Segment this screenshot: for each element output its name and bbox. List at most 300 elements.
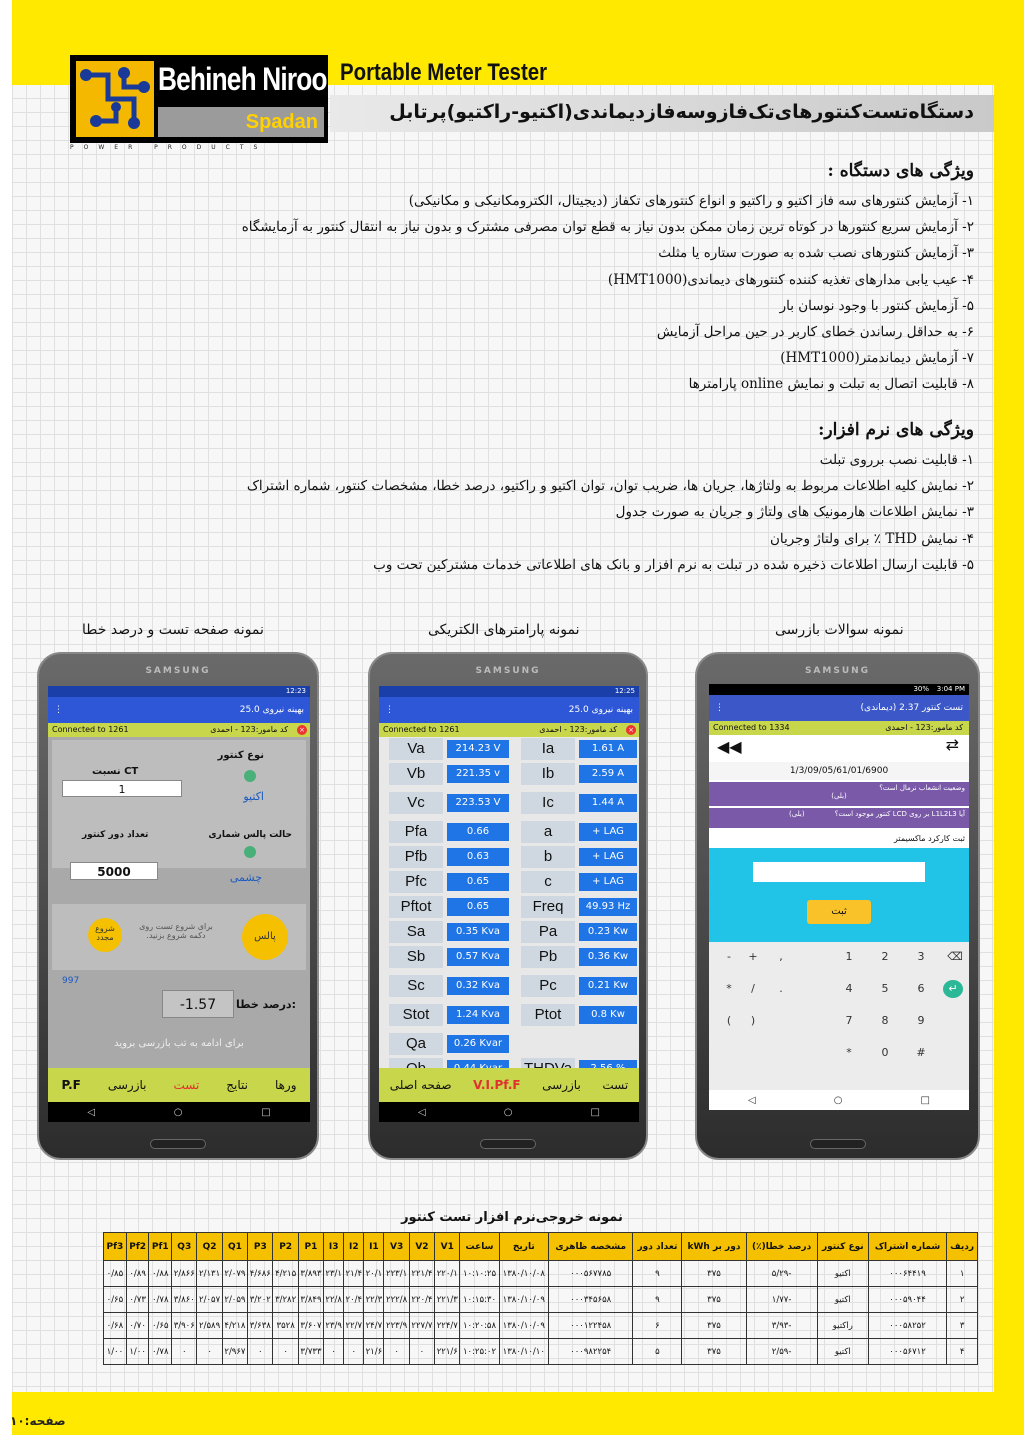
question-2-answer: (بلی) xyxy=(789,810,805,818)
table-cell: ۴/۶۸۶ xyxy=(248,1261,273,1287)
revolutions-input[interactable]: 5000 xyxy=(70,862,158,880)
tab-results[interactable]: نتایج xyxy=(226,1078,248,1092)
table-cell: ۰/۷۳ xyxy=(126,1287,149,1313)
parameter-value: 2.59 A xyxy=(579,765,637,783)
title-english: Portable Meter Tester xyxy=(340,59,548,86)
key-8[interactable]: 8 xyxy=(881,1014,889,1027)
operator-label: کد مامور:123 - احمدی xyxy=(539,725,617,734)
app-bar xyxy=(709,695,969,721)
device-feature-item: ۵- آزمایش کنتور با وجود نوسان بار xyxy=(779,297,974,314)
home-button[interactable] xyxy=(150,1139,206,1149)
value-input[interactable] xyxy=(753,862,925,882)
menu-icon[interactable]: ⋮ xyxy=(54,705,63,715)
home-icon[interactable]: ○ xyxy=(173,1106,183,1118)
caption-test-screen: نمونه صفحه تست و درصد خطا xyxy=(82,622,264,638)
device-feature-item: ۱- آزمایش کنتورهای سه فاز اکتیو و راکتیو و انواع کنتورهای تکفاز (دیجیتال، الکترومکانیکی و مکانیکی) xyxy=(408,193,974,209)
parameter-value: 1.24 Kva xyxy=(447,1006,509,1024)
output-table-body xyxy=(104,1261,978,1365)
table-cell: ۳/۸۶۰ xyxy=(172,1287,197,1313)
column-header: I3 xyxy=(324,1233,344,1261)
ct-input[interactable]: 1 xyxy=(62,780,182,797)
table-cell: ۱ xyxy=(947,1261,978,1287)
nav-bar xyxy=(379,1102,639,1122)
nav-bar xyxy=(709,1090,969,1110)
tab-vipf[interactable]: V.I.Pf.F xyxy=(473,1078,521,1092)
table-cell: ۱۰:۲۵:۰۲ xyxy=(460,1339,499,1365)
device-features-heading: ویژگی های دستگاه : xyxy=(827,161,974,181)
question-1-answer: (بلی) xyxy=(831,792,847,800)
back-icon[interactable]: ◁ xyxy=(748,1094,756,1106)
column-header: Q3 xyxy=(172,1233,197,1261)
table-cell: اکتیو xyxy=(817,1261,868,1287)
key-minus[interactable]: - xyxy=(727,950,731,963)
table-cell: ۲۳/۱ xyxy=(324,1261,344,1287)
table-cell: ۵ xyxy=(633,1339,682,1365)
refresh-icon[interactable]: ⇄ xyxy=(945,735,959,754)
table-cell: ۲۲/۳ xyxy=(364,1287,384,1313)
caption-electrical-params: نمونه پارامترهای الکتریکی xyxy=(428,622,580,638)
parameter-label: Pa xyxy=(521,921,575,943)
circuit-icon xyxy=(76,61,154,137)
rewind-icon[interactable]: ◀◀ xyxy=(717,737,742,756)
table-cell: ۱۳۸۰/۱۰/۰۸ xyxy=(499,1261,549,1287)
table-cell: ۱۰:۱۰:۲۵ xyxy=(460,1261,499,1287)
software-feature-item: ۲- نمایش کلیه اطلاعات مربوط به ولتاژها، جریان ها، ضریب توان، توان اکتیو و راکتیو، درصد خطا، مشخصات کنتور، شماره اشتراک xyxy=(246,478,974,495)
caption-inspection: نمونه سوالات بازرسی xyxy=(775,622,904,638)
table-cell: ۲۰/۱ xyxy=(364,1261,384,1287)
tab-home[interactable]: صفحه اصلی xyxy=(389,1078,452,1092)
table-cell: ۹ xyxy=(633,1287,682,1313)
table-cell: ۲۰/۴ xyxy=(344,1287,364,1313)
question-1-text: وضعیت انشعاب نرمال است؟ xyxy=(879,784,965,792)
column-header: Q2 xyxy=(197,1233,222,1261)
table-cell: ۳/۸۹۳ xyxy=(298,1261,323,1287)
parameter-value: 0.36 Kw xyxy=(579,948,637,966)
tab-test[interactable]: تست xyxy=(173,1078,200,1092)
table-cell: ۳/۲۸۲ xyxy=(273,1287,298,1313)
table-cell: ۲۲۳/۱ xyxy=(384,1261,409,1287)
key-open-paren[interactable]: ( xyxy=(726,1014,732,1027)
meter-type-value: اکتیو xyxy=(243,790,264,803)
parameter-value: 0.65 xyxy=(447,873,509,891)
parameter-value: 0.66 xyxy=(447,823,509,841)
parameter-value: 0.63 xyxy=(447,848,509,866)
pulse-count: 997 xyxy=(62,976,80,986)
parameter-label: Pb xyxy=(521,946,575,968)
column-header: ردیف xyxy=(947,1233,978,1261)
parameter-row xyxy=(389,946,631,970)
bottom-yellow-band xyxy=(12,1392,994,1435)
parameter-value: 0.8 Kw xyxy=(579,1006,637,1024)
software-feature-item: ۴- نمایش THD ٪ برای ولتاژ وجریان xyxy=(769,530,974,547)
key-comma[interactable]: , xyxy=(779,950,783,963)
tablet-test-screen xyxy=(37,652,319,1160)
table-cell: ۰/۸۵ xyxy=(104,1261,127,1287)
column-header: درصد خطا(٪) xyxy=(746,1233,817,1261)
table-row xyxy=(104,1313,978,1339)
key-dot[interactable]: . xyxy=(779,982,783,995)
table-cell: ۰ xyxy=(324,1339,344,1365)
home-icon[interactable]: ○ xyxy=(833,1094,843,1106)
column-header: Pf3 xyxy=(104,1233,127,1261)
table-cell: ۳۵۲۸ xyxy=(273,1313,298,1339)
brand-tagline: POWER PRODUCTS xyxy=(70,144,268,151)
tablet-inspection-questions xyxy=(695,652,980,1160)
parameter-value: 0.23 Kw xyxy=(579,923,637,941)
table-cell: ۰ xyxy=(384,1339,409,1365)
restart-button[interactable]: شروع مجدد xyxy=(88,918,122,952)
status-time: 12:25 xyxy=(614,687,635,695)
nav-bar xyxy=(48,1102,310,1122)
table-cell: ۰/۷۸ xyxy=(149,1339,172,1365)
table-cell: ۲/۰۵۷ xyxy=(197,1287,222,1313)
column-header: نوع کنتور xyxy=(817,1233,868,1261)
table-cell: ۰۰۰۳۴۵۶۵۸ xyxy=(549,1287,633,1313)
table-cell: -۳/۹۳ xyxy=(746,1313,817,1339)
column-header: ساعت xyxy=(460,1233,499,1261)
table-cell: ۲۲/۷ xyxy=(344,1313,364,1339)
ct-label: نسبت CT xyxy=(92,766,139,777)
table-cell: ۲۱/۶ xyxy=(364,1339,384,1365)
parameter-value: + LAG xyxy=(579,873,637,891)
start-hint: برای شروع تست روی دکمه شروع بزنید. xyxy=(139,922,213,940)
output-table xyxy=(103,1232,978,1365)
table-cell: ۲/۸۶۶ xyxy=(172,1261,197,1287)
table-cell: ۰/۷۸ xyxy=(149,1287,172,1313)
parameter-row xyxy=(389,738,631,762)
parameter-value: 1.61 A xyxy=(579,740,637,758)
recents-icon[interactable]: □ xyxy=(920,1094,930,1106)
connection-bar xyxy=(379,723,639,737)
key-6[interactable]: 6 xyxy=(917,982,925,995)
pulse-mode-radio[interactable] xyxy=(244,846,256,858)
table-cell: -۵/۲۹ xyxy=(746,1261,817,1287)
column-header: V1 xyxy=(435,1233,460,1261)
app-title: تست کنتور 2.37 (دیماندی) xyxy=(860,703,963,713)
parameter-label: c xyxy=(521,871,575,893)
menu-icon[interactable]: ⋮ xyxy=(385,705,394,715)
parameter-label: Sb xyxy=(389,946,443,968)
connection-status: Connected to 1334 xyxy=(713,723,790,732)
output-table-header xyxy=(104,1233,978,1261)
key-9[interactable]: 9 xyxy=(917,1014,925,1027)
parameter-row xyxy=(389,821,631,845)
close-icon[interactable]: × xyxy=(297,725,307,735)
parameter-label: Pc xyxy=(521,975,575,997)
connection-status: Connected to 1261 xyxy=(52,725,129,734)
pulse-button[interactable]: پالس xyxy=(242,914,288,960)
table-cell: ۱/۰۰ xyxy=(104,1339,127,1365)
tab-bar xyxy=(379,1068,639,1102)
home-button[interactable] xyxy=(810,1139,866,1149)
device-feature-item: ۷- آزمایش دیماندمتر(HMT1000) xyxy=(780,350,974,367)
table-cell: ۰ xyxy=(409,1339,434,1365)
table-cell: ۲ xyxy=(947,1287,978,1313)
tablet-screen xyxy=(709,684,969,1110)
table-row xyxy=(104,1287,978,1313)
column-header: P2 xyxy=(273,1233,298,1261)
menu-icon[interactable]: ⋮ xyxy=(715,703,724,713)
close-icon[interactable]: × xyxy=(626,725,636,735)
parameter-row xyxy=(389,1033,631,1057)
table-cell: ۲۳/۹ xyxy=(324,1313,344,1339)
parameter-label: Vc xyxy=(389,792,443,814)
table-cell: ۰/۶۸ xyxy=(104,1313,127,1339)
device-feature-item: ۲- آزمایش سریع کنتورها در کوتاه ترین زمان ممکن بدون نیاز به قطع توان مصرفی مشترک و بدون نیاز به انتقال کنتور به آزمایشگاه xyxy=(241,219,974,236)
parameter-row xyxy=(389,792,631,816)
parameter-label: Pfc xyxy=(389,871,443,893)
input-panel xyxy=(709,848,969,942)
key-hash[interactable]: # xyxy=(916,1046,926,1059)
key-close-paren[interactable]: ) xyxy=(750,1014,756,1027)
software-feature-item: ۳- نمایش اطلاعات هارمونیک های ولتاژ و جریان به صورت جدول xyxy=(615,504,974,521)
recents-icon[interactable]: □ xyxy=(590,1106,600,1118)
column-header: دور بر kWh xyxy=(682,1233,746,1261)
column-header: مشخصه ظاهری xyxy=(549,1233,633,1261)
key-4[interactable]: 4 xyxy=(845,982,853,995)
brand-name: Behineh Niroo xyxy=(158,61,327,97)
enter-icon[interactable]: ↵ xyxy=(943,980,963,998)
table-cell: ۲۲۱/۴ xyxy=(409,1261,434,1287)
key-asterisk[interactable]: * xyxy=(846,1046,852,1059)
table-cell: ۰۰۰۵۹۰۴۴ xyxy=(868,1287,946,1313)
table-cell: ۰ xyxy=(344,1339,364,1365)
table-cell: ۰ xyxy=(273,1339,298,1365)
device-feature-item: ۴- عیب یابی مدارهای تغذیه کننده کنتورهای دیماندی(HMT1000) xyxy=(607,271,974,288)
key-slash[interactable]: / xyxy=(751,982,755,995)
table-cell: ۰/۸۸ xyxy=(149,1261,172,1287)
operator-label: کد مامور:123 - احمدی xyxy=(885,723,963,732)
column-header: P3 xyxy=(248,1233,273,1261)
table-cell: ۱/۰۰ xyxy=(126,1339,149,1365)
key-3[interactable]: 3 xyxy=(917,950,925,963)
parameter-row xyxy=(389,975,631,999)
submit-button[interactable]: ثبت xyxy=(807,900,871,924)
parameter-label: Stot xyxy=(389,1004,443,1026)
column-header: Pf1 xyxy=(149,1233,172,1261)
tab-pf[interactable]: P.F xyxy=(61,1078,81,1092)
tab-inspection[interactable]: بازرسی xyxy=(542,1078,581,1092)
pulse-mode-label: حالت پالس شماری xyxy=(208,830,292,840)
table-cell: ۰۰۰۱۲۲۴۵۸ xyxy=(549,1313,633,1339)
status-bar xyxy=(48,686,310,697)
parameter-value: 0.32 Kva xyxy=(447,977,509,995)
table-cell: ۰/۷۰ xyxy=(126,1313,149,1339)
column-header: I2 xyxy=(344,1233,364,1261)
table-cell: ۲/۱۳۱ xyxy=(197,1261,222,1287)
title-persian: دستگاه‌تست‌کنتورهای‌تک‌فازوسه‌فازدیماندی(اکتیو-راکتیو)پرتابل xyxy=(389,101,974,123)
table-cell: ۱۰:۲۰:۵۸ xyxy=(460,1313,499,1339)
table-cell: ۳/۶۳۸ xyxy=(248,1313,273,1339)
table-cell: ۳/۲۰۲ xyxy=(248,1287,273,1313)
parameter-label: Ptot xyxy=(521,1004,575,1026)
parameter-label: Pfb xyxy=(389,846,443,868)
question-1[interactable] xyxy=(709,782,969,806)
table-row xyxy=(104,1339,978,1365)
parameter-value: 214.23 V xyxy=(447,740,509,758)
table-cell: ۲۲۱/۶ xyxy=(435,1339,460,1365)
parameter-row xyxy=(389,1004,631,1028)
parameter-value: + LAG xyxy=(579,823,637,841)
parameter-row xyxy=(389,921,631,945)
error-label: درصد خطا: xyxy=(236,998,296,1011)
tablet-electrical-params xyxy=(368,652,648,1160)
table-cell: ۱۰:۱۵:۳۰ xyxy=(460,1287,499,1313)
tab-devices[interactable]: ورها xyxy=(274,1078,297,1092)
column-header: تاریخ xyxy=(499,1233,549,1261)
meter-type-label: نوع کنتور xyxy=(217,750,264,761)
table-cell: ۰۰۰۵۸۲۵۲ xyxy=(868,1313,946,1339)
table-cell: ۲۲۴/۷ xyxy=(435,1313,460,1339)
connection-bar xyxy=(709,721,969,735)
app-bar xyxy=(48,697,310,723)
parameter-label: Ic xyxy=(521,792,575,814)
table-cell: ۲/۰۵۹ xyxy=(222,1287,247,1313)
continue-hint: برای ادامه به تب بازرسی بروید xyxy=(114,1038,244,1049)
column-header: I1 xyxy=(364,1233,384,1261)
recents-icon[interactable]: □ xyxy=(261,1106,271,1118)
key-2[interactable]: 2 xyxy=(881,950,889,963)
key-plus[interactable]: + xyxy=(748,950,758,963)
table-cell: ۱۳۸۰/۱۰/۱۰ xyxy=(499,1339,549,1365)
question-2[interactable] xyxy=(709,808,969,828)
software-features xyxy=(247,417,974,578)
backspace-icon[interactable]: ⌫ xyxy=(947,950,963,963)
column-header: شماره اشتراک xyxy=(868,1233,946,1261)
software-feature-item: ۵- قابلیت ارسال اطلاعات ذخیره شده در تبلت به نرم افزار و بانک های اطلاعاتی خدمات مشترکین تحت وب xyxy=(373,556,974,573)
table-cell: ۰۰۰۵۶۷۱۲ xyxy=(868,1339,946,1365)
question-2-text: آیا L1L2L3 بر روی LCD کنتور موجود است؟ xyxy=(834,810,965,818)
parameter-value: 0.65 xyxy=(447,898,509,916)
table-cell: ۰/۶۵ xyxy=(104,1287,127,1313)
table-cell: ۲۲۱/۳ xyxy=(435,1287,460,1313)
parameter-value: 221.35 v xyxy=(447,765,509,783)
revolutions-label: تعداد دور کنتور xyxy=(82,830,149,840)
operator-label: کد مامور:123 - احمدی xyxy=(210,725,288,734)
parameter-value: + LAG xyxy=(579,848,637,866)
tablet-screen xyxy=(48,686,310,1122)
table-cell: ۳/۹۰۶ xyxy=(172,1313,197,1339)
key-star[interactable]: * xyxy=(726,982,732,995)
parameter-label: Pfa xyxy=(389,821,443,843)
home-button[interactable] xyxy=(480,1139,536,1149)
status-bar xyxy=(709,684,969,695)
column-header: P1 xyxy=(298,1233,323,1261)
parameter-label: Sa xyxy=(389,921,443,943)
parameter-row xyxy=(389,846,631,870)
tab-test[interactable]: تست xyxy=(602,1078,629,1092)
parameter-value: 0.57 Kva xyxy=(447,948,509,966)
parameter-label: Vb xyxy=(389,763,443,785)
parameter-row xyxy=(389,896,631,920)
meter-type-radio[interactable] xyxy=(244,770,256,782)
key-1[interactable]: 1 xyxy=(845,950,853,963)
app-title: بهینه نیروی 25.0 xyxy=(568,705,633,715)
output-table-title: نمونه خروجی‌نرم افزار تست کنتور xyxy=(401,1210,623,1225)
tab-inspection[interactable]: بازرسی xyxy=(107,1078,147,1092)
column-header: Pf2 xyxy=(126,1233,149,1261)
table-cell: ۲۴/۷ xyxy=(364,1313,384,1339)
table-cell: ۲۲۰/۱ xyxy=(435,1261,460,1287)
table-cell: ۱۳۸۰/۱۰/۰۹ xyxy=(499,1313,549,1339)
parameter-label: Ia xyxy=(521,738,575,760)
key-0[interactable]: 0 xyxy=(881,1046,889,1059)
table-cell: ۰/۸۹ xyxy=(126,1261,149,1287)
software-feature-item: ۱- قابلیت نصب برروی تبلت xyxy=(819,452,974,468)
table-cell: ۳/۶۰۷ xyxy=(298,1313,323,1339)
parameter-label: Sc xyxy=(389,975,443,997)
home-icon[interactable]: ○ xyxy=(503,1106,513,1118)
tab-bar xyxy=(48,1068,310,1102)
error-value: -1.57 xyxy=(162,990,234,1018)
parameter-label: Pftot xyxy=(389,896,443,918)
table-cell: ۲۲۷/۷ xyxy=(409,1313,434,1339)
status-time: 3:04 PM xyxy=(936,685,965,693)
battery-level: 30% xyxy=(913,685,929,693)
table-cell: ۴/۲۱۸ xyxy=(222,1313,247,1339)
tablet-brand: SAMSUNG xyxy=(145,666,211,676)
status-bar xyxy=(379,686,639,697)
device-feature-item: ۶- به حداقل رساندن خطای کاربر در حین مراحل آزمایش xyxy=(656,324,974,341)
tablet-screen xyxy=(379,686,639,1122)
table-cell: ۴ xyxy=(947,1339,978,1365)
page-number: ۱۰:صفحه xyxy=(10,1414,66,1428)
column-header: V2 xyxy=(409,1233,434,1261)
parameter-value: 0.35 Kva xyxy=(447,923,509,941)
parameter-label: Va xyxy=(389,738,443,760)
table-cell: ۳ xyxy=(947,1313,978,1339)
table-cell: ۲۲/۸ xyxy=(324,1287,344,1313)
column-header: V3 xyxy=(384,1233,409,1261)
table-cell: ۰ xyxy=(172,1339,197,1365)
app-title: بهینه نیروی 25.0 xyxy=(239,705,304,715)
record-date: 1/3/09/05/61/01/6900 xyxy=(709,762,969,780)
table-cell: ۲/۰۷۹ xyxy=(222,1261,247,1287)
back-icon[interactable]: ◁ xyxy=(418,1106,426,1118)
table-cell: -۱/۷۷ xyxy=(746,1287,817,1313)
column-header: تعداد دور xyxy=(633,1233,682,1261)
pulse-mode-value: چشمی xyxy=(229,871,262,884)
key-7[interactable]: 7 xyxy=(845,1014,853,1027)
numeric-keypad xyxy=(709,942,969,1092)
back-icon[interactable]: ◁ xyxy=(87,1106,96,1118)
table-cell: ۳۷۵ xyxy=(682,1339,746,1365)
record-label: ثبت کارکرد ماکسیمتر xyxy=(893,834,965,843)
parameter-label: Freq xyxy=(521,896,575,918)
table-cell: ۰۰۰۹۸۲۲۵۴ xyxy=(549,1339,633,1365)
software-features-heading: ویژگی های نرم افزار: xyxy=(818,420,974,440)
test-control-panel xyxy=(52,904,306,970)
column-header: Q1 xyxy=(222,1233,247,1261)
table-cell: ۲۲۰/۴ xyxy=(409,1287,434,1313)
table-cell: ۰۰۰۶۴۴۱۹ xyxy=(868,1261,946,1287)
table-cell: ۹ xyxy=(633,1261,682,1287)
parameter-label: a xyxy=(521,821,575,843)
brand-logo xyxy=(70,55,328,150)
connection-bar xyxy=(48,723,310,737)
table-cell: ۳۷۵ xyxy=(682,1313,746,1339)
table-cell: ۲۲۲/۸ xyxy=(384,1287,409,1313)
table-cell: ۲/۹۶۷ xyxy=(222,1339,247,1365)
key-5[interactable]: 5 xyxy=(881,982,889,995)
status-time: 12:23 xyxy=(285,687,306,695)
table-cell: ۴/۲۱۵ xyxy=(273,1261,298,1287)
table-cell: ۰ xyxy=(197,1339,222,1365)
table-cell: ۰/۶۵ xyxy=(149,1313,172,1339)
parameter-label: Qa xyxy=(389,1033,443,1055)
table-cell: ۳/۸۴۹ xyxy=(298,1287,323,1313)
device-feature-item: ۸- قابلیت اتصال به تبلت و نمایش online پارامترها xyxy=(688,376,974,393)
